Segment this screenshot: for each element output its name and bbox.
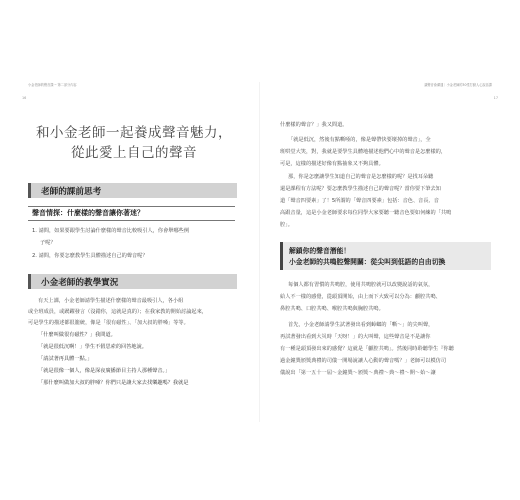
section-heading-pre-class-text: 老師的課前思考 bbox=[41, 187, 102, 197]
right-page-number: 17 bbox=[493, 96, 498, 100]
body-line: 可是，這樣的描述好像有點抽象又不夠具體。 bbox=[280, 161, 384, 167]
body-line: 「那什麼叫做加大叔的胖嗓？你們只是讓大家去找樂趣嗎？我就是 bbox=[38, 380, 189, 386]
body-line: 班哄堂大笑，對，我就是要學生具體地描述他們心中的聲音是怎麼樣的， bbox=[280, 149, 447, 155]
body-line: 或全班成員，或踴躍發言（沒錯你，這就是真的）；在我家教的開始討論起來， bbox=[28, 309, 207, 315]
subheading-voice-question bbox=[28, 206, 235, 221]
body-line: 還是課程有方法呢？要怎麼教學生描述自己的聲音呢？當你要下筆去知 bbox=[280, 186, 441, 192]
question-item: 1. 請問，如果要跟學生討論什麼樣的聲音比較吸引人，你會舉哪些例 bbox=[32, 228, 190, 234]
body-line: 「就是很低沉啊！」學生不假思索的回答地說。 bbox=[38, 344, 147, 350]
body-line: 什麼樣的聲音？」我又問道。 bbox=[280, 122, 348, 128]
body-line: 鼻腔共鳴、口腔共鳴、喉腔共鳴與胸腔共鳴。 bbox=[280, 306, 384, 312]
left-running-head: 小金老師的聲音課 ─ 第二部分內容 bbox=[28, 83, 77, 87]
section-heading-pre-class bbox=[28, 183, 237, 198]
body-line: 高跟音量，這是小金老師要求每位同學大家要聽一聽音色要如何練的「共鳴 bbox=[280, 210, 452, 216]
body-line: 有一種是頭頂發出來的感覺？這就是「顱腔共鳴」。然後同時聆聽學生『你聽 bbox=[280, 346, 454, 352]
highlight-heading-box bbox=[280, 242, 491, 270]
body-line: 首先，小金老師請學生試著發出看到蟑螂的「嘶～」的尖叫聲， bbox=[288, 322, 434, 328]
subheading-voice-question-text: 聲音情探：什麼樣的聲音讓你著迷？ bbox=[32, 209, 144, 217]
highlight-heading-line1: 解鎖你的聲音潛能！ bbox=[289, 247, 351, 255]
body-line: 每個人都有習慣的共鳴腔，使用共鳴腔就可以改變說話的氣氛， bbox=[288, 282, 434, 288]
book-spine bbox=[259, 82, 260, 422]
chapter-title-line2: 從此愛上自己的聲音 bbox=[71, 145, 197, 161]
highlight-heading-line2: 小金老師的共鳴腔聲開關：從尖叫到低語的自由切換 bbox=[289, 258, 446, 266]
left-page bbox=[22, 82, 240, 422]
right-page bbox=[280, 82, 498, 422]
question-item: 2. 請問，你要怎麼教學生具體描述自己的聲音呢？ bbox=[32, 253, 148, 259]
left-page-number: 16 bbox=[22, 96, 27, 100]
body-line: 再試著發出看到大災時「天呀！」的大叫聲，這些聲音是不是讓你 bbox=[280, 334, 431, 340]
body-line: 腔」。 bbox=[280, 222, 293, 228]
body-line: 有天上課，小金老師請學生描述什麼樣的聲音最吸引人，各小組 bbox=[38, 298, 184, 304]
section-heading-teaching bbox=[28, 274, 237, 289]
section-heading-teaching-text: 小金老師的教學實況 bbox=[41, 278, 119, 288]
chapter-title-line1: 和小金老師一起養成聲音魅力， bbox=[36, 125, 232, 141]
right-running-head: 讓聲音會溝通｜小金老師的30堂打動人心說話課 bbox=[424, 83, 492, 87]
body-line: 那，你是怎麼讓學生知道自己的聲音是怎麼樣的呢？是找耳朵聽 bbox=[288, 174, 434, 180]
body-line: 道「聲音四要素」了！5所謂的「聲音四要素」包括：音色、音長、音 bbox=[280, 198, 439, 204]
body-line: 過金鐘獎頒獎典禮的司儀一開場說讓人心動的聲音嗎？」老師可以模仿司 bbox=[280, 358, 447, 364]
body-line: 給人不一樣的感覺，從頭頂開始，由上而下大致可以分為：顱腔共鳴、 bbox=[280, 294, 441, 300]
question-item: 子呢？ bbox=[40, 240, 56, 246]
body-line: 可是學生的描述都很籠統，像是「很有磁性」、「加大叔的胖嗓」等等。 bbox=[28, 320, 189, 326]
body-line: 「就是很像一個人，像是深夜廣播節目主持人那種聲音。」 bbox=[38, 368, 171, 374]
body-line: 「就是低沉，然後有點嘶啞的，像是聲帶快要壞掉的聲音」，全 bbox=[288, 137, 431, 143]
body-line: 儀說出「第一五十一屆～金鐘獎～頒獎～典禮～典～禮～開～始～讓 bbox=[280, 370, 436, 376]
body-line: 「請試著再具體一點。」 bbox=[38, 356, 93, 362]
body-line: 「什麼叫做很有磁性？」我問道。 bbox=[38, 332, 116, 338]
